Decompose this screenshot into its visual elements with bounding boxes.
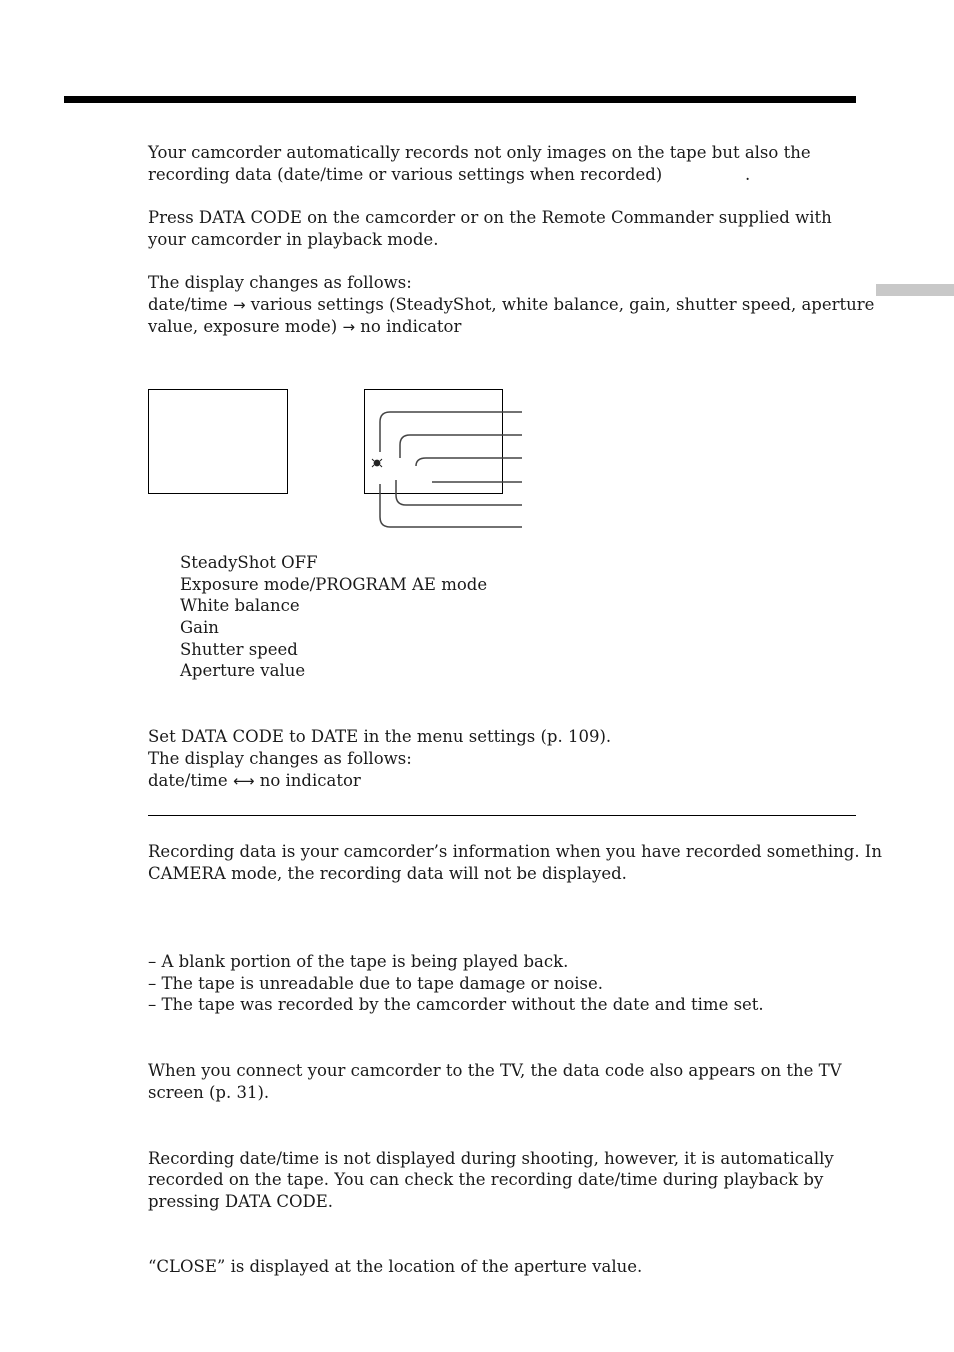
legend-item: Shutter speed: [180, 640, 298, 659]
note-recording-data-1: Recording data is your camcorder’s information when you have recorded something. In: [148, 842, 882, 861]
note-recording-data-2: CAMERA mode, the recording data will not be displayed.: [148, 864, 627, 883]
legend-item: Gain: [180, 618, 219, 637]
legend-item: Aperture value: [180, 661, 306, 680]
callout-line-steadyshot: [380, 412, 522, 452]
note-bullet: – The tape is unreadable due to tape damage or noise.: [148, 974, 604, 993]
legend-item: White balance: [180, 596, 300, 615]
callout-line-exposure: [400, 435, 522, 458]
callout-line-white-balance: [416, 458, 522, 466]
screen-datetime-diagram: [148, 389, 288, 494]
display-line-1: The display changes as follows:: [148, 273, 412, 292]
legend-item: SteadyShot OFF: [180, 553, 318, 572]
note-datetime-2: recorded on the tape. You can check the recording date/time during playback by: [148, 1170, 824, 1189]
settings-callout-lines: [360, 400, 530, 535]
hand-shake-icon: [372, 459, 382, 467]
arrow-right-icon: →: [232, 296, 246, 314]
note-tv-1: When you connect your camcorder to the TV, the data code also appears on the TV: [148, 1061, 842, 1080]
intro-line-2-end: .: [745, 165, 751, 184]
note-bullet: – The tape was recorded by the camcorder without the date and time set.: [148, 995, 764, 1014]
intro-line-1: Your camcorder automatically records not only images on the tape but also the: [148, 143, 811, 162]
display-exposure: value, exposure mode): [148, 317, 338, 336]
settings-line-1: Set DATA CODE to DATE in the menu settings (p. 109).: [148, 727, 612, 746]
note-close: “CLOSE” is displayed at the location of the aperture value.: [148, 1257, 643, 1276]
settings-line-3: [148, 770, 361, 793]
note-bullet: – A blank portion of the tape is being played back.: [148, 952, 569, 971]
note-datetime-3: pressing DATA CODE.: [148, 1192, 334, 1211]
note-tv-2: screen (p. 31).: [148, 1083, 270, 1102]
note-datetime-1: Recording date/time is not displayed during shooting, however, it is automatically: [148, 1149, 834, 1168]
display-line-3: [148, 316, 461, 339]
section-tab: [876, 284, 954, 296]
display-line-2: [148, 294, 874, 317]
callout-line-shutter: [396, 480, 522, 505]
settings-datetime: date/time: [148, 771, 228, 790]
press-line-2: your camcorder in playback mode.: [148, 230, 439, 249]
arrow-both-icon: ⟷: [232, 772, 255, 790]
section-divider: [148, 815, 856, 816]
display-no-indicator: no indicator: [360, 317, 462, 336]
display-settings: various settings (SteadyShot, white balance, gain, shutter speed, aperture: [250, 295, 875, 314]
settings-line-2: The display changes as follows:: [148, 749, 412, 768]
arrow-right-icon: →: [342, 318, 356, 336]
press-line-1: Press DATA CODE on the camcorder or on the Remote Commander supplied with: [148, 208, 832, 227]
top-rule: [64, 96, 856, 103]
intro-line-2: recording data (date/time or various settings when recorded): [148, 165, 663, 184]
legend-item: Exposure mode/PROGRAM AE mode: [180, 575, 488, 594]
display-datetime: date/time: [148, 295, 228, 314]
settings-no-indicator: no indicator: [259, 771, 361, 790]
